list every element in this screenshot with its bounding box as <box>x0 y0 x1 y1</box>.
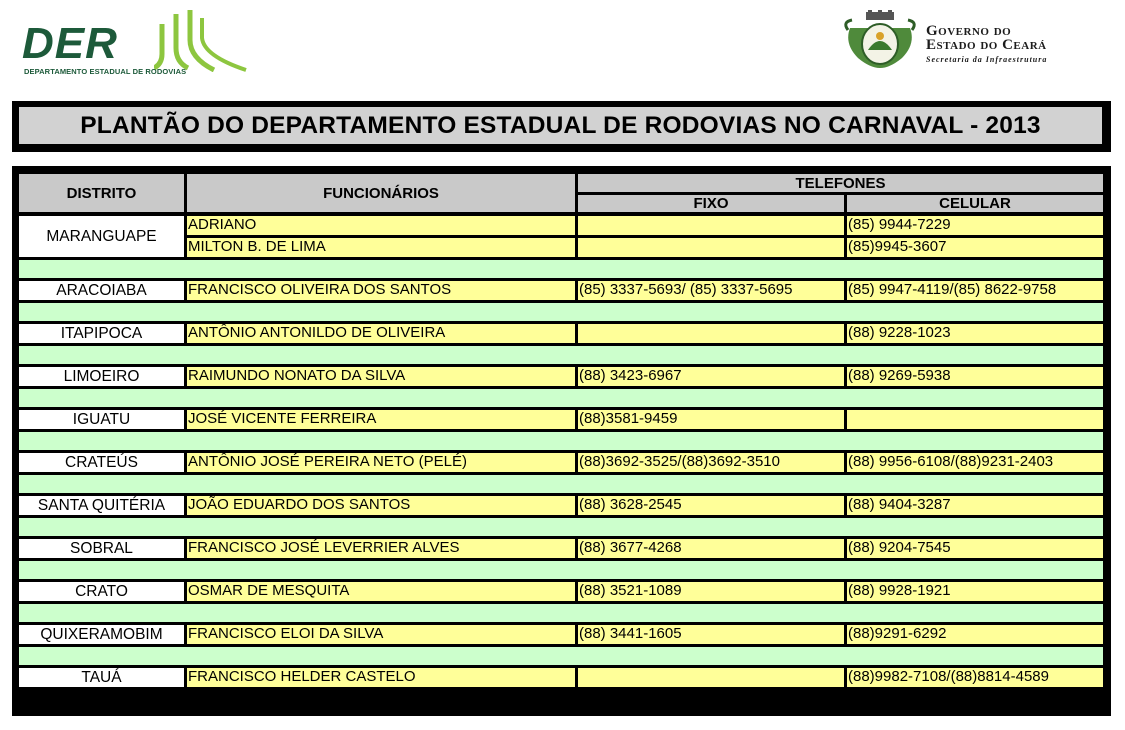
celular-phone-cell: (85)9945-3607 <box>847 238 1103 257</box>
celular-phone-cell: (88) 9269-5938 <box>847 367 1103 386</box>
fixo-phone-cell: (88) 3628-2545 <box>578 496 844 515</box>
plantao-table <box>12 166 1111 716</box>
fixo-phone-cell: (88) 3441-1605 <box>578 625 844 644</box>
header-celular: CELULAR <box>847 195 1103 212</box>
separator-row <box>19 475 1103 493</box>
funcionario-cell: ADRIANO <box>187 216 575 235</box>
celular-phone-cell: (85) 9947-4119/(85) 8622-9758 <box>847 281 1103 300</box>
fixo-phone-cell <box>578 324 844 343</box>
funcionario-cell: RAIMUNDO NONATO DA SILVA <box>187 367 575 386</box>
celular-phone-cell <box>847 410 1103 429</box>
funcionario-cell: FRANCISCO ELOI DA SILVA <box>187 625 575 644</box>
celular-phone-cell: (88) 9404-3287 <box>847 496 1103 515</box>
header-telefones: TELEFONES <box>578 174 1103 192</box>
separator-row <box>19 260 1103 278</box>
funcionario-cell: FRANCISCO JOSÉ LEVERRIER ALVES <box>187 539 575 558</box>
fixo-phone-cell: (88) 3521-1089 <box>578 582 844 601</box>
funcionario-cell: ANTÔNIO JOSÉ PEREIRA NETO (PELÉ) <box>187 453 575 472</box>
celular-phone-cell: (88) 9228-1023 <box>847 324 1103 343</box>
funcionario-cell: OSMAR DE MESQUITA <box>187 582 575 601</box>
distrito-cell: ITAPIPOCA <box>19 324 184 343</box>
separator-row <box>19 518 1103 536</box>
funcionario-cell: FRANCISCO HELDER CASTELO <box>187 668 575 687</box>
fixo-phone-cell <box>578 216 844 235</box>
separator-row <box>19 389 1103 407</box>
fixo-phone-cell: (88) 3677-4268 <box>578 539 844 558</box>
der-logo-subtitle: DEPARTAMENTO ESTADUAL DE RODOVIAS <box>24 67 187 76</box>
fixo-phone-cell: (88) 3423-6967 <box>578 367 844 386</box>
governo-line-2: Estado do Ceará <box>926 37 1047 53</box>
funcionario-cell: ANTÔNIO ANTONILDO DE OLIVEIRA <box>187 324 575 343</box>
distrito-cell: CRATO <box>19 582 184 601</box>
distrito-cell: MARANGUAPE <box>19 216 184 257</box>
fixo-phone-cell: (88)3581-9459 <box>578 410 844 429</box>
header-distrito: DISTRITO <box>19 174 184 212</box>
celular-phone-cell: (85) 9944-7229 <box>847 216 1103 235</box>
funcionario-cell: JOÃO EDUARDO DOS SANTOS <box>187 496 575 515</box>
celular-phone-cell: (88) 9928-1921 <box>847 582 1103 601</box>
fixo-phone-cell <box>578 668 844 687</box>
distrito-cell: LIMOEIRO <box>19 367 184 386</box>
der-logo-word: DER <box>22 19 118 68</box>
distrito-cell: SANTA QUITÉRIA <box>19 496 184 515</box>
distrito-cell: QUIXERAMOBIM <box>19 625 184 644</box>
celular-phone-cell: (88)9982-7108/(88)8814-4589 <box>847 668 1103 687</box>
der-road-lines-icon <box>154 10 249 72</box>
funcionario-cell: JOSÉ VICENTE FERREIRA <box>187 410 575 429</box>
distrito-cell: CRATEÚS <box>19 453 184 472</box>
fixo-phone-cell: (85) 3337-5693/ (85) 3337-5695 <box>578 281 844 300</box>
governo-line-1: Governo do <box>926 23 1012 39</box>
funcionario-cell: MILTON B. DE LIMA <box>187 238 575 257</box>
title-box <box>12 101 1111 152</box>
distrito-cell: IGUATU <box>19 410 184 429</box>
separator-row <box>19 432 1103 450</box>
distrito-cell: SOBRAL <box>19 539 184 558</box>
separator-row <box>19 561 1103 579</box>
celular-phone-cell: (88) 9956-6108/(88)9231-2403 <box>847 453 1103 472</box>
separator-row <box>19 303 1103 321</box>
celular-phone-cell: (88)9291-6292 <box>847 625 1103 644</box>
separator-row <box>19 604 1103 622</box>
header-fixo: FIXO <box>578 195 844 212</box>
distrito-cell: ARACOIABA <box>19 281 184 300</box>
distrito-cell: TAUÁ <box>19 668 184 687</box>
celular-phone-cell: (88) 9204-7545 <box>847 539 1103 558</box>
fixo-phone-cell: (88)3692-3525/(88)3692-3510 <box>578 453 844 472</box>
der-logo <box>22 10 247 80</box>
separator-row <box>19 346 1103 364</box>
page-title: PLANTÃO DO DEPARTAMENTO ESTADUAL DE RODOVIAS NO CARNAVAL - 2013 <box>19 107 1102 144</box>
header-funcionarios: FUNCIONÁRIOS <box>187 174 575 212</box>
ceara-coat-of-arms-icon <box>842 10 918 70</box>
governo-ceara-logo <box>842 10 1112 72</box>
funcionario-cell: FRANCISCO OLIVEIRA DOS SANTOS <box>187 281 575 300</box>
separator-row <box>19 647 1103 665</box>
governo-line-3: Secretaria da Infraestrutura <box>926 55 1048 64</box>
fixo-phone-cell <box>578 238 844 257</box>
